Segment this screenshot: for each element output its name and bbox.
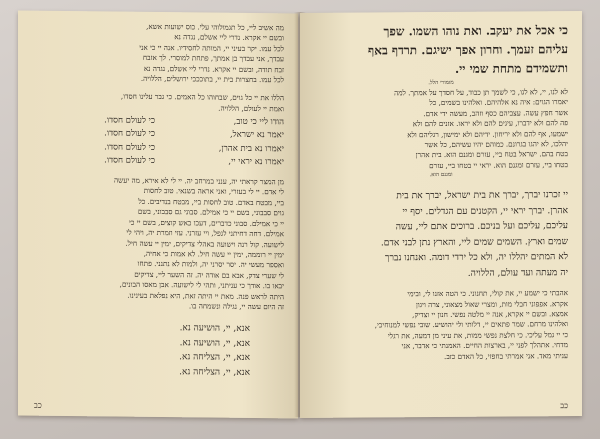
text-line: ואמת יי לעולם, הללויה.: [218, 103, 284, 114]
right-page-text: [314, 21, 568, 396]
verse-call: יאמר נא ישראל,: [229, 130, 284, 141]
text-line: בטח בהם. ישראל בטח ביי, עזרם ומגנם הוא. בית אהרן: [415, 149, 568, 160]
text-line: אהבתי כי ישמע יי, את קולי, תחנוני. כי הטה אזנו לי, ובימי: [407, 288, 568, 299]
text-line: אמצא. ובשם יי אקרא, אנה יי מלטה נפשי. חנון יי וצדיק,: [412, 309, 568, 320]
responsive-verses: [32, 114, 284, 169]
text-line: עבדך, אני עבדך בן אמתך, פתחת למוסרי. לך אזבח: [142, 53, 284, 64]
text-line: יה מעתה ועד עולם, הללויה.: [467, 266, 568, 279]
text-line: זבח תודה, ובשם יי אקרא. נדרי ליי אשלם, נגדה נא: [143, 63, 284, 74]
verse-call: יאמרו נא בית אהרן,: [218, 143, 284, 154]
text-line: כי אכל את יעקב. ואת נוהו השמו. שפך: [383, 23, 568, 39]
text-line: אקרא. אפפוני חבלי מות, ומצרי שאול מצאוני, צרה ויגון: [416, 298, 568, 309]
text-line: פה להם ולא ידברו, עינים להם ולא יראו. אזנים להם ולא: [412, 118, 568, 129]
text-line: זה היום עשה יי, נגילה ונשמחה בו.: [188, 301, 284, 312]
verse-response: כי לעולם חסדו.: [104, 115, 155, 127]
text-line: יי כי אמילם. סבוני כדברים, דעכו כאש קוצים, בשם יי כי: [129, 217, 284, 229]
right-lower-paragraph: [314, 288, 568, 363]
text-line: לא לנו, יי, לא לנו, כי לשמך תן כבוד, על חסדך על אמתך. למה: [394, 87, 568, 98]
body-end-line: ומגנם הוא.: [429, 172, 453, 179]
text-line: הללו את יי כל גוים, שבחוהו כל האמים. כי גבר עלינו חסדו,: [120, 92, 284, 103]
text-line: יבאו בו. אודך כי עניתני, ותהי לי לישועה. אבן מאסו הבונים,: [119, 279, 284, 291]
text-line: ימין יי רוממה, ימין יי עשה חיל. לא אמות כי אחיה,: [143, 248, 284, 260]
text-line: מה אשיב ליי, כל תגמולוהי עלי. כוס ישועות אשא,: [146, 21, 284, 33]
text-line: שמים וארץ. השמים שמים ליי, והארץ נתן לבני אדם.: [380, 235, 568, 249]
verse-call: יאמרו נא יראי יי,: [228, 156, 284, 168]
text-line: לכל עמו. יקר בעיני יי, המותה לחסידיו. אנה יי כי אני: [139, 42, 284, 54]
short-psalm-paragraph: [32, 91, 284, 114]
text-line: אנא, יי, הושיעה נא.: [179, 323, 250, 335]
text-line: לא המתים יהללו יה, ולא כל ירדי דומה. ואנחנו נברך: [384, 251, 568, 264]
text-line: ואספר מעשי יה. יסר יסרני יה, ולמות לא נתנני. פתחו: [137, 259, 284, 270]
text-line: בטחו ביי, עזרם ומגנם הוא. יראי יי בטחו ביי, עזרם: [429, 159, 568, 170]
verse-response: כי לעולם חסדו.: [104, 155, 155, 166]
right-mid-paragraph: [314, 187, 568, 282]
text-line: עניתי מאד. אני אמרתי בחפזי, כל האדם כזב.: [444, 350, 568, 361]
text-line: עליהם זעמך. וחרון אפך ישיגם. תרדף באף: [368, 42, 568, 58]
right-heading: [314, 21, 568, 80]
left-top-paragraph: [32, 21, 284, 86]
text-line: אהרן. יברך יראי יי, הקטנים עם הגדלים. יסף יי: [402, 204, 568, 218]
text-line: אמילם. דחה דחיתני לנפל, ויי עזרני. עזי וזמרת יה, ויהי לי: [126, 227, 284, 239]
left-page-text: [32, 21, 284, 397]
text-line: מן המצר קראתי יה, ענני במרחב יה. יי לי לא אירא, מה יעשה: [114, 175, 284, 187]
right-page: [300, 11, 582, 418]
text-line: אנא, יי, הצליחה נא.: [179, 352, 250, 364]
text-line: לכל עמו. בחצרות בית יי, בתוכככי ירושלים, הללויה.: [140, 73, 284, 85]
verse-call: הודו ליי כי טוב,: [233, 117, 284, 128]
anna-verses: [32, 320, 284, 381]
text-line: יי זכרנו יברך, יברך את בית ישראל, יברך את בית: [396, 189, 568, 202]
text-line: אנא, יי, הצליחה נא.: [179, 367, 250, 378]
text-line: יאמרו הגוים: איה נא אלהיהם. ואלהינו בשמים, כל: [429, 97, 568, 108]
open-booklet: [18, 12, 586, 424]
left-lower-paragraph: [32, 175, 284, 313]
section-rubric: מזמורי הלל.: [428, 79, 454, 87]
left-page: [18, 11, 298, 419]
text-line: עליכם, עליכם ועל בניכם. ברוכים אתם ליי, עשה: [395, 220, 568, 233]
text-line: אשר חפץ עשה. עצביהם כסף וזהב, מעשה ידי אדם.: [423, 107, 568, 118]
text-line: יהלכו, לא יהגו בגרונם. כמוהם יהיו עשיהם, כל אשר: [424, 139, 568, 150]
left-folio-number: כב: [34, 400, 42, 410]
right-body-paragraph: [314, 87, 568, 172]
text-line: ישמעו, אף להם ולא יריחון. ידיהם ולא ימישון, רגליהם ולא: [407, 128, 568, 139]
text-line: כי יי גמל עליכי. כי חלצת נפשי ממות, את עיני מן דמעה, את רגלי: [387, 329, 568, 341]
text-line: מדחי. אתהלך לפני יי, בארצות החיים. האמנתי כי אדבר, אני: [401, 340, 568, 351]
text-line: לי אדם. יי לי בעזרי, ואני אראה בשנאי. טוב לחסות: [143, 186, 284, 197]
text-line: גוים סבבוני, בשם יי כי אמילם. סבוני גם סבבוני, בשם: [137, 207, 284, 218]
text-line: ואלהינו מרחם. שמר פתאים יי, דלותי ולי יהושיע. שובי נפשי למנוחיכי,: [374, 319, 568, 330]
verse-response: כי לעולם חסדו.: [104, 142, 155, 153]
text-line: היתה לראש פנה. מאת יי היתה זאת, היא נפלאת בעינינו.: [127, 290, 284, 301]
text-line: לישועה. קול רנה וישועה באהלי צדיקים, ימין יי עשה חיל.: [125, 238, 284, 249]
text-line: ותשמידם מתחת שמי יי.: [454, 61, 568, 76]
text-line: לי שערי צדק, אבא בם אודה יה. זה השער ליי, צדיקים: [134, 269, 284, 281]
verse-response: כי לעולם חסדו.: [104, 128, 155, 140]
text-line: אנא, יי, הושיעה נא.: [179, 338, 250, 349]
text-line: ביי, מבטח באדם. טוב לחסות ביי, מבטח בנדיבים. כל: [138, 196, 284, 208]
text-line: ובשם יי אקרא. נדרי ליי אשלם, נגדה נא: [174, 32, 284, 43]
right-folio-number: כב: [560, 401, 568, 411]
